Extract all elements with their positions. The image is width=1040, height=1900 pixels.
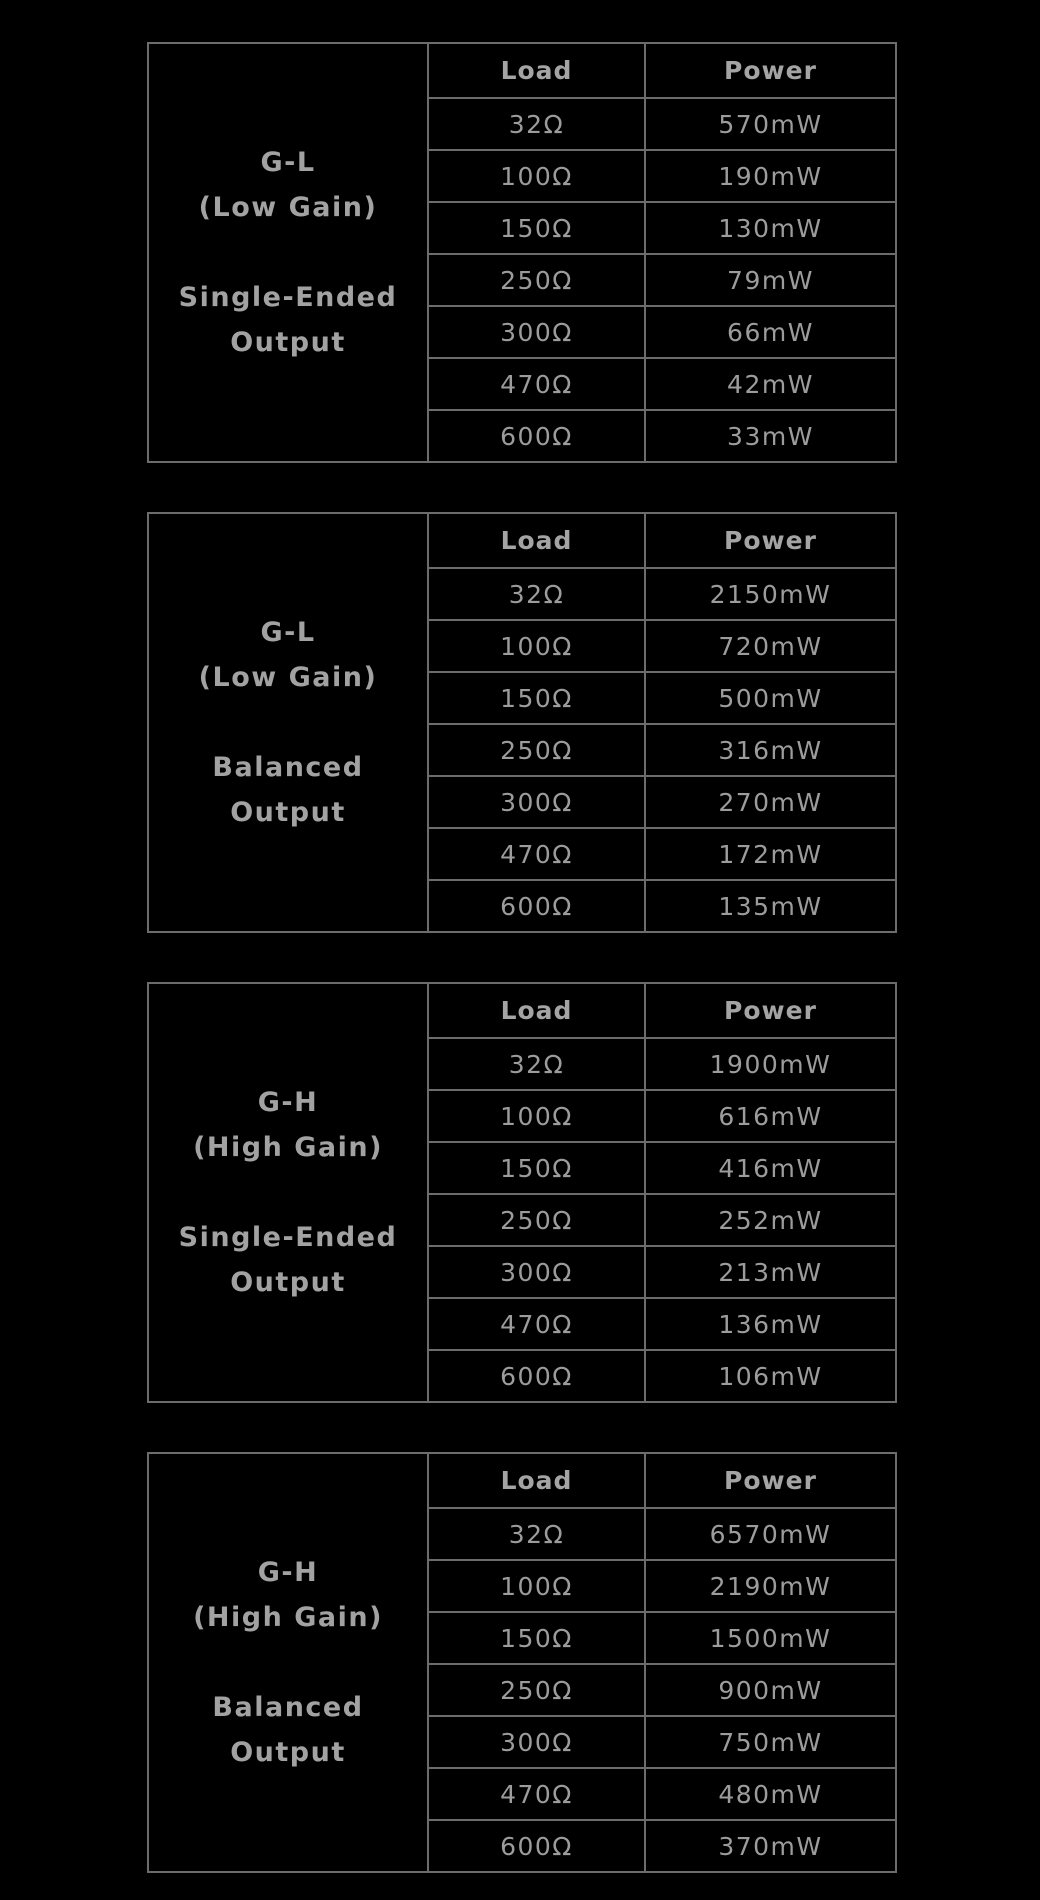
power-cell: 42mW — [645, 358, 896, 410]
output-type-label: Balanced — [212, 752, 364, 783]
power-cell: 135mW — [645, 880, 896, 932]
load-cell: 32Ω — [428, 98, 645, 150]
load-cell: 470Ω — [428, 358, 645, 410]
gain-description: (High Gain) — [193, 1132, 383, 1163]
power-cell: 750mW — [645, 1716, 896, 1768]
table-header-row — [148, 983, 896, 1038]
power-cell: 1900mW — [645, 1038, 896, 1090]
gain-description: (Low Gain) — [198, 192, 378, 223]
power-cell: 616mW — [645, 1090, 896, 1142]
power-cell: 33mW — [645, 410, 896, 462]
load-column-header: Load — [428, 1453, 645, 1508]
output-type-label: Single-Ended — [178, 1222, 398, 1253]
load-column-header: Load — [428, 983, 645, 1038]
mode-label-cell — [148, 983, 428, 1402]
spec-table-gl-balanced — [147, 512, 897, 933]
gain-description: (High Gain) — [193, 1602, 383, 1633]
power-cell: 316mW — [645, 724, 896, 776]
output-type-label: Balanced — [212, 1692, 364, 1723]
gain-label: G-H — [257, 1087, 319, 1118]
power-cell: 190mW — [645, 150, 896, 202]
load-cell: 470Ω — [428, 1768, 645, 1820]
load-cell: 32Ω — [428, 1038, 645, 1090]
load-cell: 150Ω — [428, 202, 645, 254]
power-cell: 106mW — [645, 1350, 896, 1402]
load-cell: 32Ω — [428, 1508, 645, 1560]
power-cell: 130mW — [645, 202, 896, 254]
output-type-label: Single-Ended — [178, 282, 398, 313]
load-cell: 250Ω — [428, 724, 645, 776]
mode-label-cell — [148, 513, 428, 932]
gain-label: G-L — [260, 147, 316, 178]
load-cell: 150Ω — [428, 1142, 645, 1194]
mode-label-cell — [148, 1453, 428, 1872]
spec-table-gh-balanced — [147, 1452, 897, 1873]
mode-label-cell — [148, 43, 428, 462]
load-cell: 250Ω — [428, 1194, 645, 1246]
load-cell: 600Ω — [428, 1350, 645, 1402]
power-cell: 370mW — [645, 1820, 896, 1872]
power-cell: 2150mW — [645, 568, 896, 620]
load-cell: 470Ω — [428, 1298, 645, 1350]
load-cell: 100Ω — [428, 1560, 645, 1612]
load-cell: 250Ω — [428, 254, 645, 306]
power-cell: 1500mW — [645, 1612, 896, 1664]
table-header-row — [148, 1453, 896, 1508]
load-column-header: Load — [428, 43, 645, 98]
power-cell: 270mW — [645, 776, 896, 828]
spec-table-gl-single-ended — [147, 42, 897, 463]
power-cell: 136mW — [645, 1298, 896, 1350]
load-cell: 300Ω — [428, 1246, 645, 1298]
load-cell: 300Ω — [428, 1716, 645, 1768]
load-cell: 470Ω — [428, 828, 645, 880]
power-cell: 66mW — [645, 306, 896, 358]
load-cell: 300Ω — [428, 306, 645, 358]
output-suffix-label: Output — [230, 1267, 346, 1298]
load-cell: 600Ω — [428, 410, 645, 462]
load-cell: 300Ω — [428, 776, 645, 828]
table-header-row — [148, 513, 896, 568]
power-cell: 79mW — [645, 254, 896, 306]
output-suffix-label: Output — [230, 797, 346, 828]
power-cell: 480mW — [645, 1768, 896, 1820]
load-cell: 32Ω — [428, 568, 645, 620]
power-cell: 252mW — [645, 1194, 896, 1246]
load-column-header: Load — [428, 513, 645, 568]
load-cell: 150Ω — [428, 672, 645, 724]
power-cell: 500mW — [645, 672, 896, 724]
power-cell: 6570mW — [645, 1508, 896, 1560]
gain-description: (Low Gain) — [198, 662, 378, 693]
power-cell: 172mW — [645, 828, 896, 880]
load-cell: 150Ω — [428, 1612, 645, 1664]
load-cell: 250Ω — [428, 1664, 645, 1716]
table-header-row — [148, 43, 896, 98]
power-column-header: Power — [645, 1453, 896, 1508]
gain-label: G-L — [260, 617, 316, 648]
power-cell: 720mW — [645, 620, 896, 672]
power-cell: 570mW — [645, 98, 896, 150]
power-cell: 213mW — [645, 1246, 896, 1298]
output-suffix-label: Output — [230, 327, 346, 358]
power-cell: 900mW — [645, 1664, 896, 1716]
load-cell: 600Ω — [428, 880, 645, 932]
load-cell: 100Ω — [428, 150, 645, 202]
power-cell: 2190mW — [645, 1560, 896, 1612]
output-suffix-label: Output — [230, 1737, 346, 1768]
power-column-header: Power — [645, 513, 896, 568]
load-cell: 600Ω — [428, 1820, 645, 1872]
power-cell: 416mW — [645, 1142, 896, 1194]
gain-label: G-H — [257, 1557, 319, 1588]
load-cell: 100Ω — [428, 620, 645, 672]
power-column-header: Power — [645, 983, 896, 1038]
load-cell: 100Ω — [428, 1090, 645, 1142]
power-column-header: Power — [645, 43, 896, 98]
spec-table-gh-single-ended — [147, 982, 897, 1403]
